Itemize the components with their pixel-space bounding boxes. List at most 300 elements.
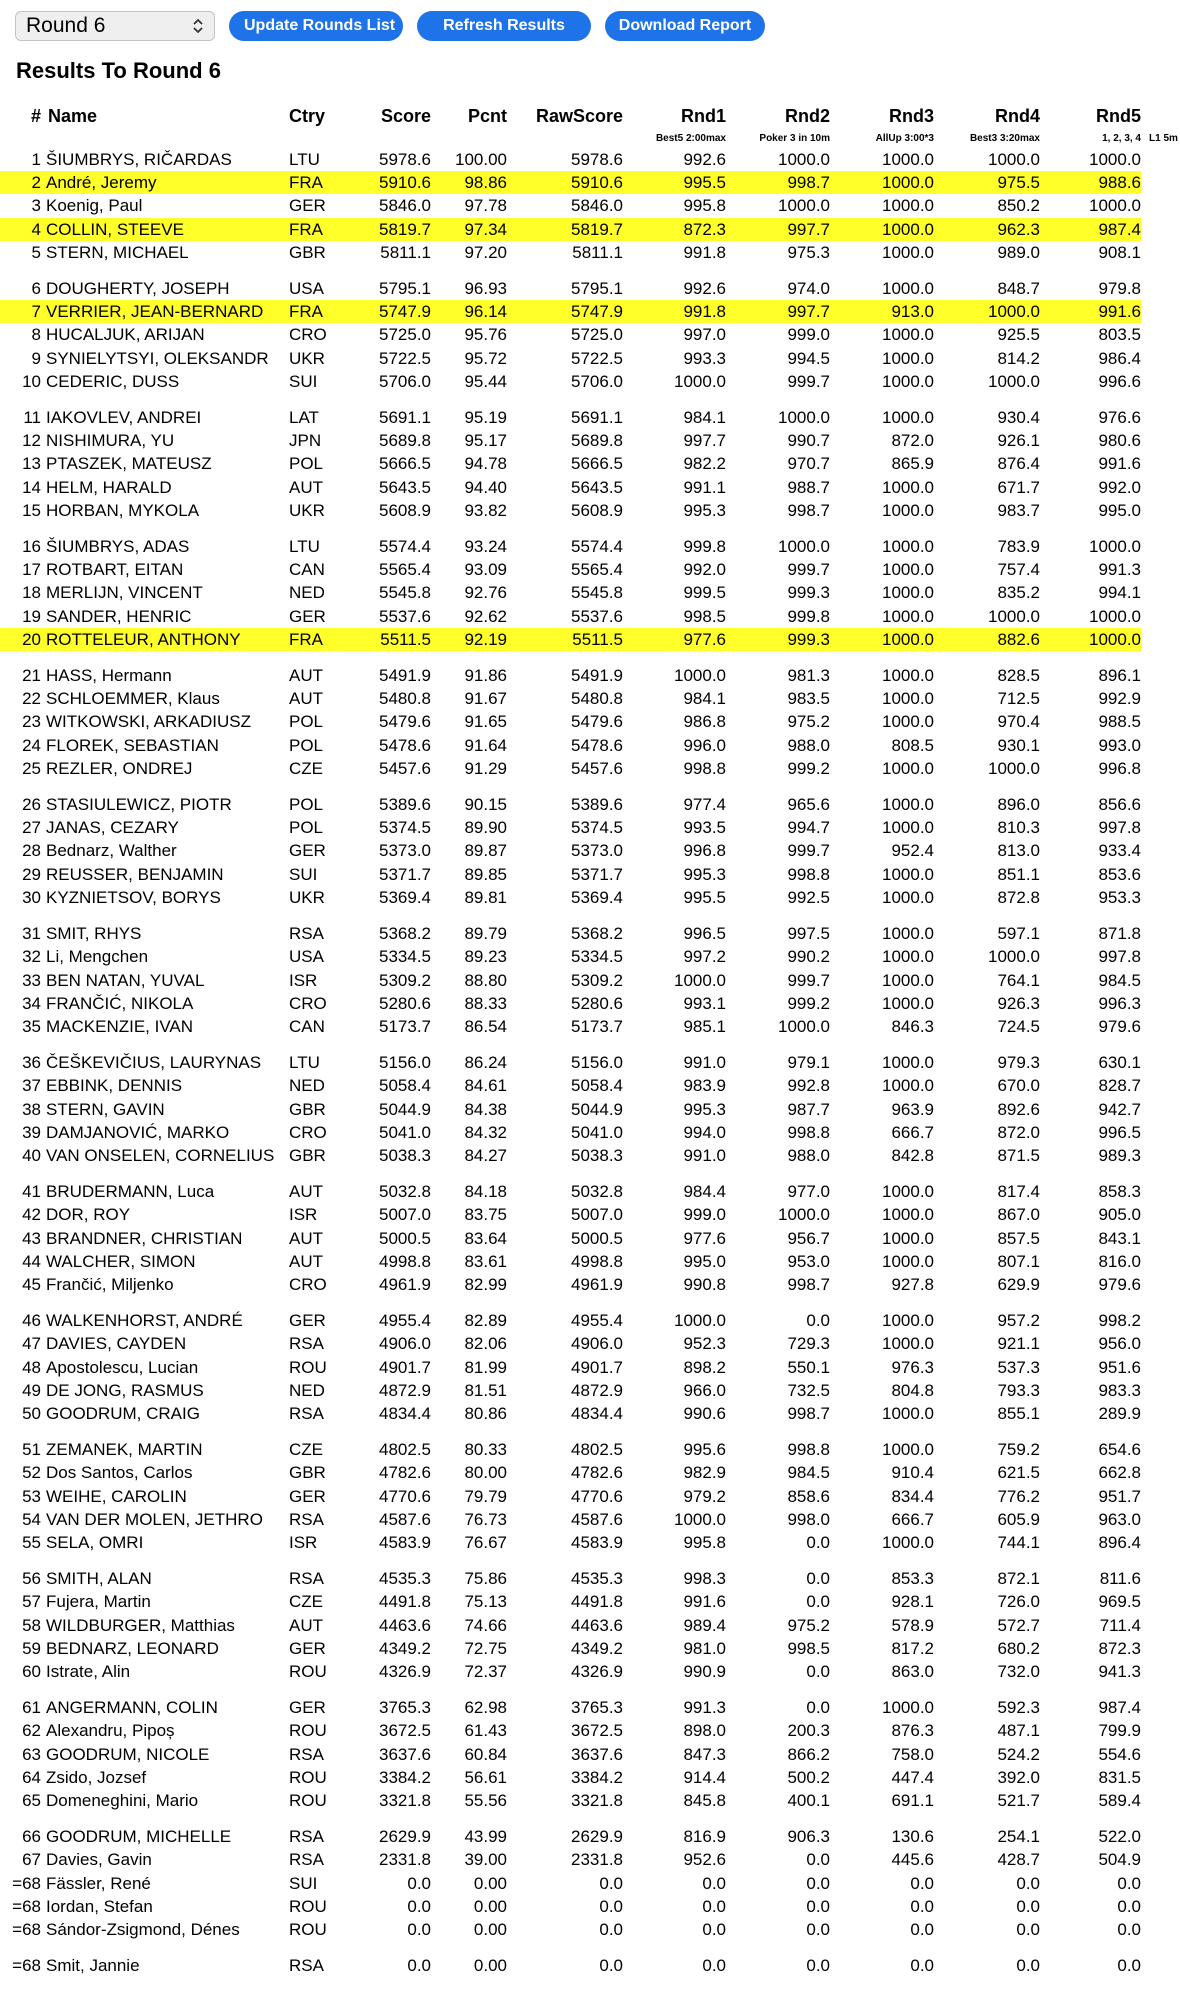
country-cell: AUT <box>289 1182 323 1202</box>
name-cell: VAN DER MOLEN, JETHRO <box>46 1509 263 1529</box>
rnd4-cell: 817.4 <box>997 1182 1040 1202</box>
rnd1-cell: 0.0 <box>702 1920 726 1940</box>
round-format-label <box>507 130 623 148</box>
score-cell: 4906.0 <box>379 1334 431 1354</box>
country-cell: FRA <box>286 171 352 194</box>
country-cell: ROU <box>289 1920 327 1940</box>
rnd2-cell: 992.8 <box>787 1076 830 1096</box>
rank-cell: =68 <box>12 1873 41 1893</box>
rawscore-cell: 0.0 <box>599 1873 623 1893</box>
rnd3-cell: 853.3 <box>891 1569 934 1589</box>
refresh-results-button[interactable]: Refresh Results <box>417 11 591 41</box>
name-cell: REUSSER, BENJAMIN <box>46 864 224 884</box>
rank-cell: 58 <box>22 1615 41 1635</box>
percent-cell: 92.19 <box>431 628 507 651</box>
country-cell: RSA <box>289 1334 324 1354</box>
table-row <box>0 1356 1180 1379</box>
country-cell: SUI <box>289 371 318 391</box>
score-cell: 5537.6 <box>379 606 431 626</box>
percent-cell: 91.65 <box>464 712 507 732</box>
rawscore-cell: 4955.4 <box>571 1311 623 1331</box>
score-cell: 4491.8 <box>379 1592 431 1612</box>
name-cell: Domeneghini, Mario <box>46 1791 199 1810</box>
country-cell: RSA <box>289 1744 324 1764</box>
rnd4-cell: 629.9 <box>997 1274 1040 1294</box>
score-cell: 3384.2 <box>379 1767 431 1787</box>
rnd3-cell: 1000.0 <box>882 348 934 368</box>
country-cell: GER <box>289 1486 326 1506</box>
rnd4-cell: 776.2 <box>997 1486 1040 1506</box>
percent-cell: 0.00 <box>473 1896 507 1916</box>
score-cell: 5491.9 <box>379 666 431 686</box>
country-cell: GER <box>289 1311 326 1331</box>
percent-cell: 97.34 <box>431 218 507 241</box>
rnd3-cell: 0.0 <box>910 1920 934 1940</box>
percent-cell: 89.81 <box>464 887 507 907</box>
rnd3-cell: 1000.0 <box>882 537 934 557</box>
rank-cell: 62 <box>22 1721 41 1741</box>
rank-cell: 12 <box>22 431 41 451</box>
rnd3-cell: 0.0 <box>910 1956 934 1976</box>
rnd2-cell: 0.0 <box>806 1896 830 1916</box>
rank-cell: 52 <box>22 1463 41 1483</box>
rnd4-cell: 876.4 <box>997 454 1040 474</box>
rawscore-cell: 5389.6 <box>571 795 623 815</box>
name-cell: COLLIN, STEEVE <box>46 218 286 241</box>
percent-cell: 80.00 <box>464 1463 507 1483</box>
percent-cell: 98.86 <box>431 171 507 194</box>
country-cell: NED <box>289 583 325 603</box>
score-cell: 5747.9 <box>352 300 431 323</box>
score-cell: 5811.1 <box>380 242 431 262</box>
rank-cell: 22 <box>22 689 41 709</box>
rank-cell: 9 <box>31 348 41 368</box>
rank-cell: 3 <box>31 196 41 216</box>
table-row <box>0 1590 1180 1613</box>
score-cell: 5846.0 <box>379 196 431 216</box>
table-row <box>0 1051 1180 1074</box>
rnd3-cell: 666.7 <box>891 1122 934 1142</box>
rawscore-cell: 3672.5 <box>571 1721 623 1741</box>
rnd5-cell: 987.4 <box>1040 218 1141 241</box>
percent-cell: 81.51 <box>464 1380 507 1400</box>
rnd1-cell: 990.9 <box>683 1661 726 1681</box>
rawscore-cell: 4535.3 <box>571 1569 623 1589</box>
rnd1-cell: 995.3 <box>683 1099 726 1119</box>
rnd3-cell: 1000.0 <box>882 477 934 497</box>
rnd4-cell: 855.1 <box>997 1403 1040 1423</box>
rnd5-cell: 0.0 <box>1117 1920 1141 1940</box>
name-cell: DOR, ROY <box>46 1205 131 1225</box>
rawscore-cell: 4961.9 <box>571 1274 623 1294</box>
table-row <box>0 1719 1180 1742</box>
name-cell: Iordan, Stefan <box>46 1896 153 1916</box>
score-cell: 4583.9 <box>379 1532 431 1552</box>
rank-cell: 61 <box>22 1698 41 1718</box>
rnd3-cell: 691.1 <box>891 1791 934 1810</box>
name-cell: CEDERIC, DUSS <box>46 371 180 391</box>
name-cell: NISHIMURA, YU <box>46 431 175 451</box>
table-row <box>0 605 1180 628</box>
name-cell: Li, Mengchen <box>46 947 149 967</box>
rank-cell: 27 <box>22 818 41 838</box>
country-cell: GER <box>289 196 326 216</box>
table-row <box>0 323 1180 346</box>
table-row <box>0 1508 1180 1531</box>
percent-cell: 76.73 <box>464 1509 507 1529</box>
percent-cell: 84.27 <box>464 1145 507 1165</box>
rnd5-cell: 662.8 <box>1098 1463 1141 1483</box>
rnd2-cell: 0.0 <box>806 1920 830 1940</box>
rnd5-cell: 996.8 <box>1098 758 1141 778</box>
country-cell: USA <box>289 279 324 299</box>
score-cell: 5374.5 <box>379 818 431 838</box>
percent-cell: 84.18 <box>464 1182 507 1202</box>
name-cell: HELM, HARALD <box>46 477 172 497</box>
percent-cell: 88.33 <box>464 993 507 1013</box>
rnd1-cell: 992.6 <box>683 150 726 169</box>
rnd3-cell: 1000.0 <box>882 1334 934 1354</box>
score-cell: 2331.8 <box>379 1850 431 1870</box>
score-cell: 5819.7 <box>352 218 431 241</box>
rank-cell: 45 <box>22 1274 41 1294</box>
percent-cell: 81.99 <box>464 1357 507 1377</box>
table-row <box>0 734 1180 757</box>
round-select[interactable] <box>15 11 215 41</box>
rnd5-cell: 896.1 <box>1098 666 1141 686</box>
rawscore-cell: 3765.3 <box>571 1698 623 1718</box>
rnd2-cell: 999.8 <box>787 606 830 626</box>
country-cell: GBR <box>289 1145 326 1165</box>
rank-cell: 46 <box>22 1311 41 1331</box>
rank-cell: 16 <box>22 537 41 557</box>
rnd1-cell: 998.5 <box>683 606 726 626</box>
rnd5-cell: 988.5 <box>1098 712 1141 732</box>
rnd3-cell: 1000.0 <box>830 171 934 194</box>
rawscore-cell: 5480.8 <box>571 689 623 709</box>
score-cell: 5545.8 <box>379 583 431 603</box>
name-cell: MACKENZIE, IVAN <box>46 1016 194 1036</box>
rnd3-cell: 1000.0 <box>882 1228 934 1248</box>
country-cell: AUT <box>289 1251 323 1271</box>
score-cell: 5044.9 <box>379 1099 431 1119</box>
rnd2-cell: 999.7 <box>787 371 830 391</box>
rnd5-cell: 997.8 <box>1098 818 1141 838</box>
rnd2-cell: 997.5 <box>787 924 830 944</box>
rnd4-cell: 926.3 <box>997 993 1040 1013</box>
rnd3-cell: 1000.0 <box>882 689 934 709</box>
name-cell: SMIT, RHYS <box>46 924 142 944</box>
rnd2-cell: 0.0 <box>806 1698 830 1718</box>
name-cell: Istrate, Alin <box>46 1661 131 1681</box>
rawscore-cell: 5457.6 <box>571 758 623 778</box>
country-cell: CZE <box>289 758 323 778</box>
rnd5-cell: 908.1 <box>1098 242 1141 262</box>
rnd1-cell: 986.8 <box>683 712 726 732</box>
rnd5-cell: 799.9 <box>1098 1721 1141 1741</box>
rnd4-cell: 850.2 <box>997 196 1040 216</box>
rawscore-cell: 5058.4 <box>571 1076 623 1096</box>
rnd1-cell: 992.0 <box>683 560 726 580</box>
rnd2-cell: 0.0 <box>806 1532 830 1552</box>
rnd3-cell: 1000.0 <box>882 795 934 815</box>
name-cell: REZLER, ONDREJ <box>46 758 193 778</box>
rank-cell: 37 <box>22 1076 41 1096</box>
rnd4-cell: 848.7 <box>997 279 1040 299</box>
country-cell: UKR <box>289 887 325 907</box>
country-cell: ISR <box>289 1532 318 1552</box>
percent-cell: 82.89 <box>464 1311 507 1331</box>
table-row <box>0 945 1180 968</box>
name-cell: Fujera, Martin <box>46 1592 151 1612</box>
rnd5-cell: 983.3 <box>1098 1380 1141 1400</box>
rnd1-cell: 872.3 <box>623 218 726 241</box>
rnd2-cell: 999.0 <box>787 325 830 345</box>
percent-cell: 91.64 <box>464 735 507 755</box>
rnd4-cell: 1000.0 <box>988 150 1040 169</box>
rnd5-cell: 654.6 <box>1098 1440 1141 1460</box>
percent-cell: 97.20 <box>464 242 507 262</box>
rnd4-cell: 764.1 <box>997 970 1040 990</box>
percent-cell: 0.00 <box>473 1873 507 1893</box>
round-format-label <box>286 130 352 148</box>
rawscore-cell: 5643.5 <box>571 477 623 497</box>
name-cell: Dos Santos, Carlos <box>46 1463 193 1483</box>
rnd4-cell: 871.5 <box>997 1145 1040 1165</box>
rnd3-cell: 842.8 <box>891 1145 934 1165</box>
name-cell: ŠIUMBRYS, ADAS <box>46 537 190 557</box>
table-row <box>0 793 1180 816</box>
table-row <box>0 1309 1180 1332</box>
percent-cell: 82.99 <box>464 1274 507 1294</box>
percent-cell: 80.86 <box>464 1403 507 1423</box>
rnd3-cell: 758.0 <box>891 1744 934 1764</box>
rnd2-cell: 906.3 <box>787 1827 830 1847</box>
rawscore-cell: 3384.2 <box>571 1767 623 1787</box>
rank-cell: 35 <box>22 1016 41 1036</box>
rnd3-cell: 1000.0 <box>882 242 934 262</box>
score-cell: 5280.6 <box>379 993 431 1013</box>
name-cell: ČEŠKEVIČIUS, LAURYNAS <box>46 1053 262 1073</box>
rnd5-cell: 905.0 <box>1098 1205 1141 1225</box>
round-select-value: Round 6 <box>26 14 106 37</box>
rawscore-cell: 5811.1 <box>572 242 623 262</box>
rank-cell: 43 <box>22 1228 41 1248</box>
rnd5-cell: 0.0 <box>1117 1873 1141 1893</box>
rnd1-cell: 985.1 <box>683 1016 726 1036</box>
rnd5-cell: 933.4 <box>1098 841 1141 861</box>
table-row <box>0 1098 1180 1121</box>
rnd4-cell: 1000.0 <box>988 758 1040 778</box>
rnd2-cell: 0.0 <box>806 1956 830 1976</box>
rnd3-cell: 817.2 <box>891 1638 934 1658</box>
rnd1-cell: 999.8 <box>683 537 726 557</box>
rnd5-cell: 0.0 <box>1117 1956 1141 1976</box>
rawscore-cell: 5691.1 <box>571 408 623 428</box>
rank-cell: 55 <box>22 1532 41 1552</box>
table-row <box>0 1485 1180 1508</box>
rnd2-cell: 998.7 <box>726 171 830 194</box>
table-row <box>0 1660 1180 1683</box>
name-cell: PTASZEK, MATEUSZ <box>46 454 212 474</box>
column-header-pcnt: Pcnt <box>467 106 507 126</box>
rnd2-cell: 990.2 <box>787 947 830 967</box>
country-cell: NED <box>289 1076 325 1096</box>
rnd3-cell: 913.0 <box>830 300 934 323</box>
rnd1-cell: 977.4 <box>683 795 726 815</box>
rank-cell: 66 <box>22 1827 41 1847</box>
rnd2-cell: 953.0 <box>787 1251 830 1271</box>
rnd2-cell: 0.0 <box>806 1850 830 1870</box>
download-report-button[interactable]: Download Report <box>605 11 765 41</box>
country-cell: UKR <box>289 348 325 368</box>
name-cell: GOODRUM, NICOLE <box>46 1744 210 1764</box>
rawscore-cell: 3637.6 <box>571 1744 623 1764</box>
name-cell: Koenig, Paul <box>46 196 143 216</box>
score-cell: 4998.8 <box>379 1251 431 1271</box>
rnd2-cell: 1000.0 <box>778 150 830 169</box>
name-cell: KYZNIETSOV, BORYS <box>46 887 221 907</box>
rank-cell: 24 <box>22 735 41 755</box>
rnd4-cell: 487.1 <box>997 1721 1040 1741</box>
rnd1-cell: 996.0 <box>683 735 726 755</box>
rnd4-cell: 867.0 <box>997 1205 1040 1225</box>
percent-cell: 89.23 <box>464 947 507 967</box>
round-format-label: L1 5m <box>1149 133 1178 144</box>
rank-cell: 54 <box>22 1509 41 1529</box>
percent-cell: 74.66 <box>464 1615 507 1635</box>
rank-cell: =68 <box>12 1920 41 1940</box>
rank-cell: 44 <box>22 1251 41 1271</box>
rnd1-cell: 984.4 <box>683 1182 726 1202</box>
name-cell: WILDBURGER, Matthias <box>46 1615 235 1635</box>
rnd5-cell: 828.7 <box>1098 1076 1141 1096</box>
table-header <box>0 102 1180 148</box>
table-row <box>0 499 1180 522</box>
rnd4-cell: 882.6 <box>934 628 1040 651</box>
toolbar <box>15 9 765 43</box>
rnd1-cell: 998.3 <box>683 1569 726 1589</box>
score-cell: 5389.6 <box>379 795 431 815</box>
score-cell: 5479.6 <box>379 712 431 732</box>
score-cell: 5978.6 <box>379 150 431 169</box>
rnd2-cell: 997.7 <box>726 300 830 323</box>
rawscore-cell: 5280.6 <box>571 993 623 1013</box>
score-cell: 5725.0 <box>379 325 431 345</box>
rnd1-cell: 984.1 <box>683 689 726 709</box>
rawscore-cell: 4491.8 <box>571 1592 623 1612</box>
rank-cell: =68 <box>12 1956 41 1976</box>
score-cell: 5032.8 <box>379 1182 431 1202</box>
rank-cell: 4 <box>0 218 46 241</box>
rank-cell: 14 <box>22 477 41 497</box>
rnd3-cell: 1000.0 <box>882 993 934 1013</box>
rank-cell: 60 <box>22 1661 41 1681</box>
rnd4-cell: 1000.0 <box>988 606 1040 626</box>
rnd3-cell: 447.4 <box>891 1767 934 1787</box>
rank-cell: 39 <box>22 1122 41 1142</box>
score-cell: 4463.6 <box>379 1615 431 1635</box>
table-row <box>0 1227 1180 1250</box>
score-cell: 5795.1 <box>379 279 431 299</box>
country-cell: GER <box>289 1638 326 1658</box>
rank-cell: 59 <box>22 1638 41 1658</box>
name-cell: BEN NATAN, YUVAL <box>46 970 205 990</box>
rnd2-cell: 729.3 <box>787 1334 830 1354</box>
percent-cell: 76.67 <box>464 1532 507 1552</box>
country-cell: SUI <box>289 1873 318 1893</box>
rnd2-cell: 0.0 <box>806 1569 830 1589</box>
rnd4-cell: 605.9 <box>997 1509 1040 1529</box>
percent-cell: 91.67 <box>464 689 507 709</box>
rawscore-cell: 0.0 <box>599 1956 623 1976</box>
table-row <box>0 1273 1180 1296</box>
score-cell: 0.0 <box>407 1873 431 1893</box>
rnd3-cell: 1000.0 <box>882 818 934 838</box>
rnd2-cell: 997.7 <box>726 218 830 241</box>
name-cell: SCHLOEMMER, Klaus <box>46 689 220 709</box>
rnd5-cell: 872.3 <box>1098 1638 1141 1658</box>
rawscore-cell: 5044.9 <box>571 1099 623 1119</box>
rnd4-cell: 930.4 <box>997 408 1040 428</box>
update-rounds-button[interactable]: Update Rounds List <box>229 11 403 41</box>
rnd5-cell: 991.6 <box>1098 454 1141 474</box>
rawscore-cell: 5910.6 <box>507 171 623 194</box>
rawscore-cell: 4782.6 <box>571 1463 623 1483</box>
rnd5-cell: 871.8 <box>1098 924 1141 944</box>
table-row <box>0 370 1180 393</box>
rawscore-cell: 5725.0 <box>571 325 623 345</box>
rnd3-cell: 1000.0 <box>882 606 934 626</box>
table-row <box>0 1567 1180 1590</box>
rnd2-cell: 998.8 <box>787 1122 830 1142</box>
name-cell: ŠIUMBRYS, RIČARDAS <box>46 150 232 169</box>
rnd2-cell: 732.5 <box>787 1380 830 1400</box>
percent-cell: 79.79 <box>464 1486 507 1506</box>
table-row <box>0 816 1180 839</box>
table-row <box>0 664 1180 687</box>
percent-cell: 92.76 <box>464 583 507 603</box>
rnd1-cell: 991.0 <box>683 1053 726 1073</box>
rnd3-cell: 1000.0 <box>882 371 934 391</box>
rnd3-cell: 1000.0 <box>882 1251 934 1271</box>
table-row <box>0 1614 1180 1637</box>
country-cell: CRO <box>289 325 327 345</box>
country-cell: JPN <box>289 431 322 451</box>
country-cell: USA <box>289 947 324 967</box>
rawscore-cell: 5309.2 <box>571 970 623 990</box>
rnd4-cell: 807.1 <box>997 1251 1040 1271</box>
rnd1-cell: 952.3 <box>683 1334 726 1354</box>
rnd5-cell: 853.6 <box>1098 864 1141 884</box>
name-cell: WALCHER, SIMON <box>46 1251 196 1271</box>
table-row <box>0 1789 1180 1812</box>
percent-cell: 39.00 <box>464 1850 507 1870</box>
rnd2-cell: 999.3 <box>787 583 830 603</box>
rnd1-cell: 995.3 <box>683 864 726 884</box>
rnd4-cell: 793.3 <box>997 1380 1040 1400</box>
rawscore-cell: 5846.0 <box>571 196 623 216</box>
rank-cell: 34 <box>22 993 41 1013</box>
score-cell: 5457.6 <box>379 758 431 778</box>
rawscore-cell: 5007.0 <box>571 1205 623 1225</box>
rnd2-cell: 998.5 <box>787 1638 830 1658</box>
name-cell: WALKENHORST, ANDRÉ <box>46 1311 243 1331</box>
rnd4-cell: 592.3 <box>997 1698 1040 1718</box>
rnd1-cell: 993.5 <box>683 818 726 838</box>
country-cell: RSA <box>289 1509 324 1529</box>
rnd5-cell: 998.2 <box>1098 1311 1141 1331</box>
